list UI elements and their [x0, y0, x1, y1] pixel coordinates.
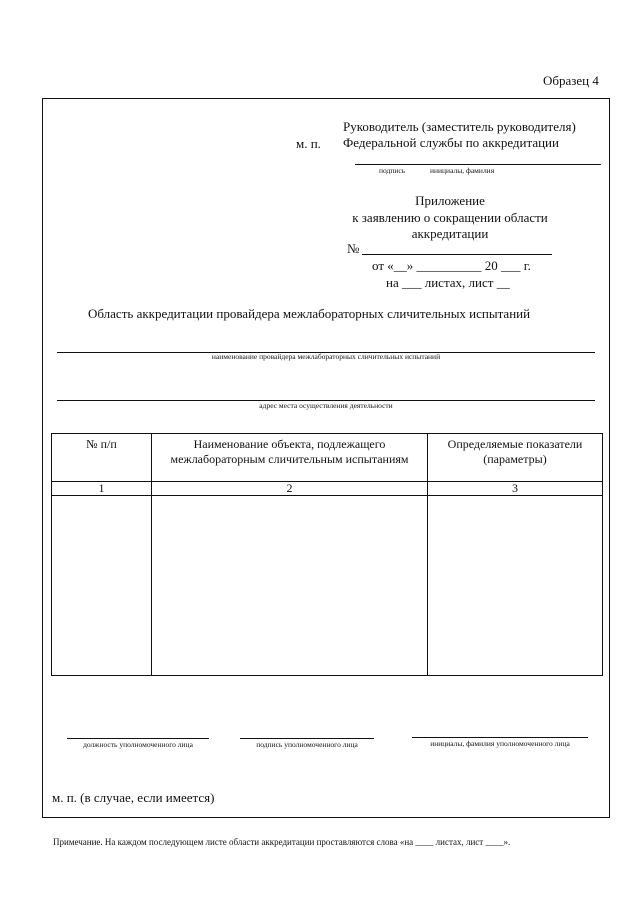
- stamp-mark: м. п.: [296, 136, 321, 151]
- appendix-line2: аккредитации: [411, 226, 489, 241]
- appendix-sheets-line: на ___ листах, лист __: [386, 275, 510, 290]
- column-number-3: 3: [428, 482, 603, 496]
- stamp-note: м. п. (в случае, если имеется): [52, 790, 215, 805]
- signature-caption: подпись уполномоченного лица: [256, 740, 358, 749]
- head-signature-line: [355, 164, 601, 165]
- position-line: [67, 738, 209, 739]
- column-header-object: Наименование объекта, подлежащего межлабораторным сличительным испытаниям: [152, 434, 428, 482]
- accreditation-table: [51, 433, 603, 676]
- address-caption: адрес места осуществления деятельности: [259, 401, 393, 410]
- initials-line: [412, 737, 588, 738]
- provider-name-caption: наименование провайдера межлабораторных сличительных испытаний: [211, 352, 441, 361]
- sample-label: Образец 4: [543, 73, 599, 88]
- head-title-line1: Руководитель (заместитель руководителя): [343, 119, 576, 134]
- initials-caption: инициалы, фамилия: [430, 166, 495, 175]
- footnote: Примечание. На каждом последующем листе области аккредитации проставляются слова «на ____ листах, лист ____».: [53, 837, 511, 847]
- column-header-parameters: Определяемые показатели (параметры): [428, 434, 603, 482]
- sign-caption: подпись: [379, 166, 406, 175]
- column-number-2: 2: [152, 482, 428, 496]
- signature-line: [240, 738, 374, 739]
- table-number-row: [52, 482, 603, 496]
- main-title: Область аккредитации провайдера межлабораторных сличительных испытаний: [88, 306, 531, 321]
- table-cell-empty: [52, 496, 152, 676]
- appendix-number-line: [362, 254, 552, 255]
- column-number-1: 1: [52, 482, 152, 496]
- table-cell-empty: [152, 496, 428, 676]
- appendix-date-line: от «__» __________ 20 ___ г.: [372, 258, 531, 273]
- appendix-title: Приложение: [415, 193, 485, 208]
- initials-sign-caption: инициалы, фамилия уполномоченного лица: [430, 739, 570, 748]
- appendix-line1: к заявлению о сокращении области: [352, 210, 548, 225]
- table-body-row: [52, 496, 603, 676]
- column-header-number: № п/п: [52, 434, 152, 482]
- table-cell-empty: [428, 496, 603, 676]
- position-caption: должность уполномоченного лица: [83, 740, 193, 749]
- appendix-number-label: №: [347, 241, 360, 256]
- table-header-row: [52, 434, 603, 482]
- head-title-line2: Федеральной службы по аккредитации: [343, 135, 559, 150]
